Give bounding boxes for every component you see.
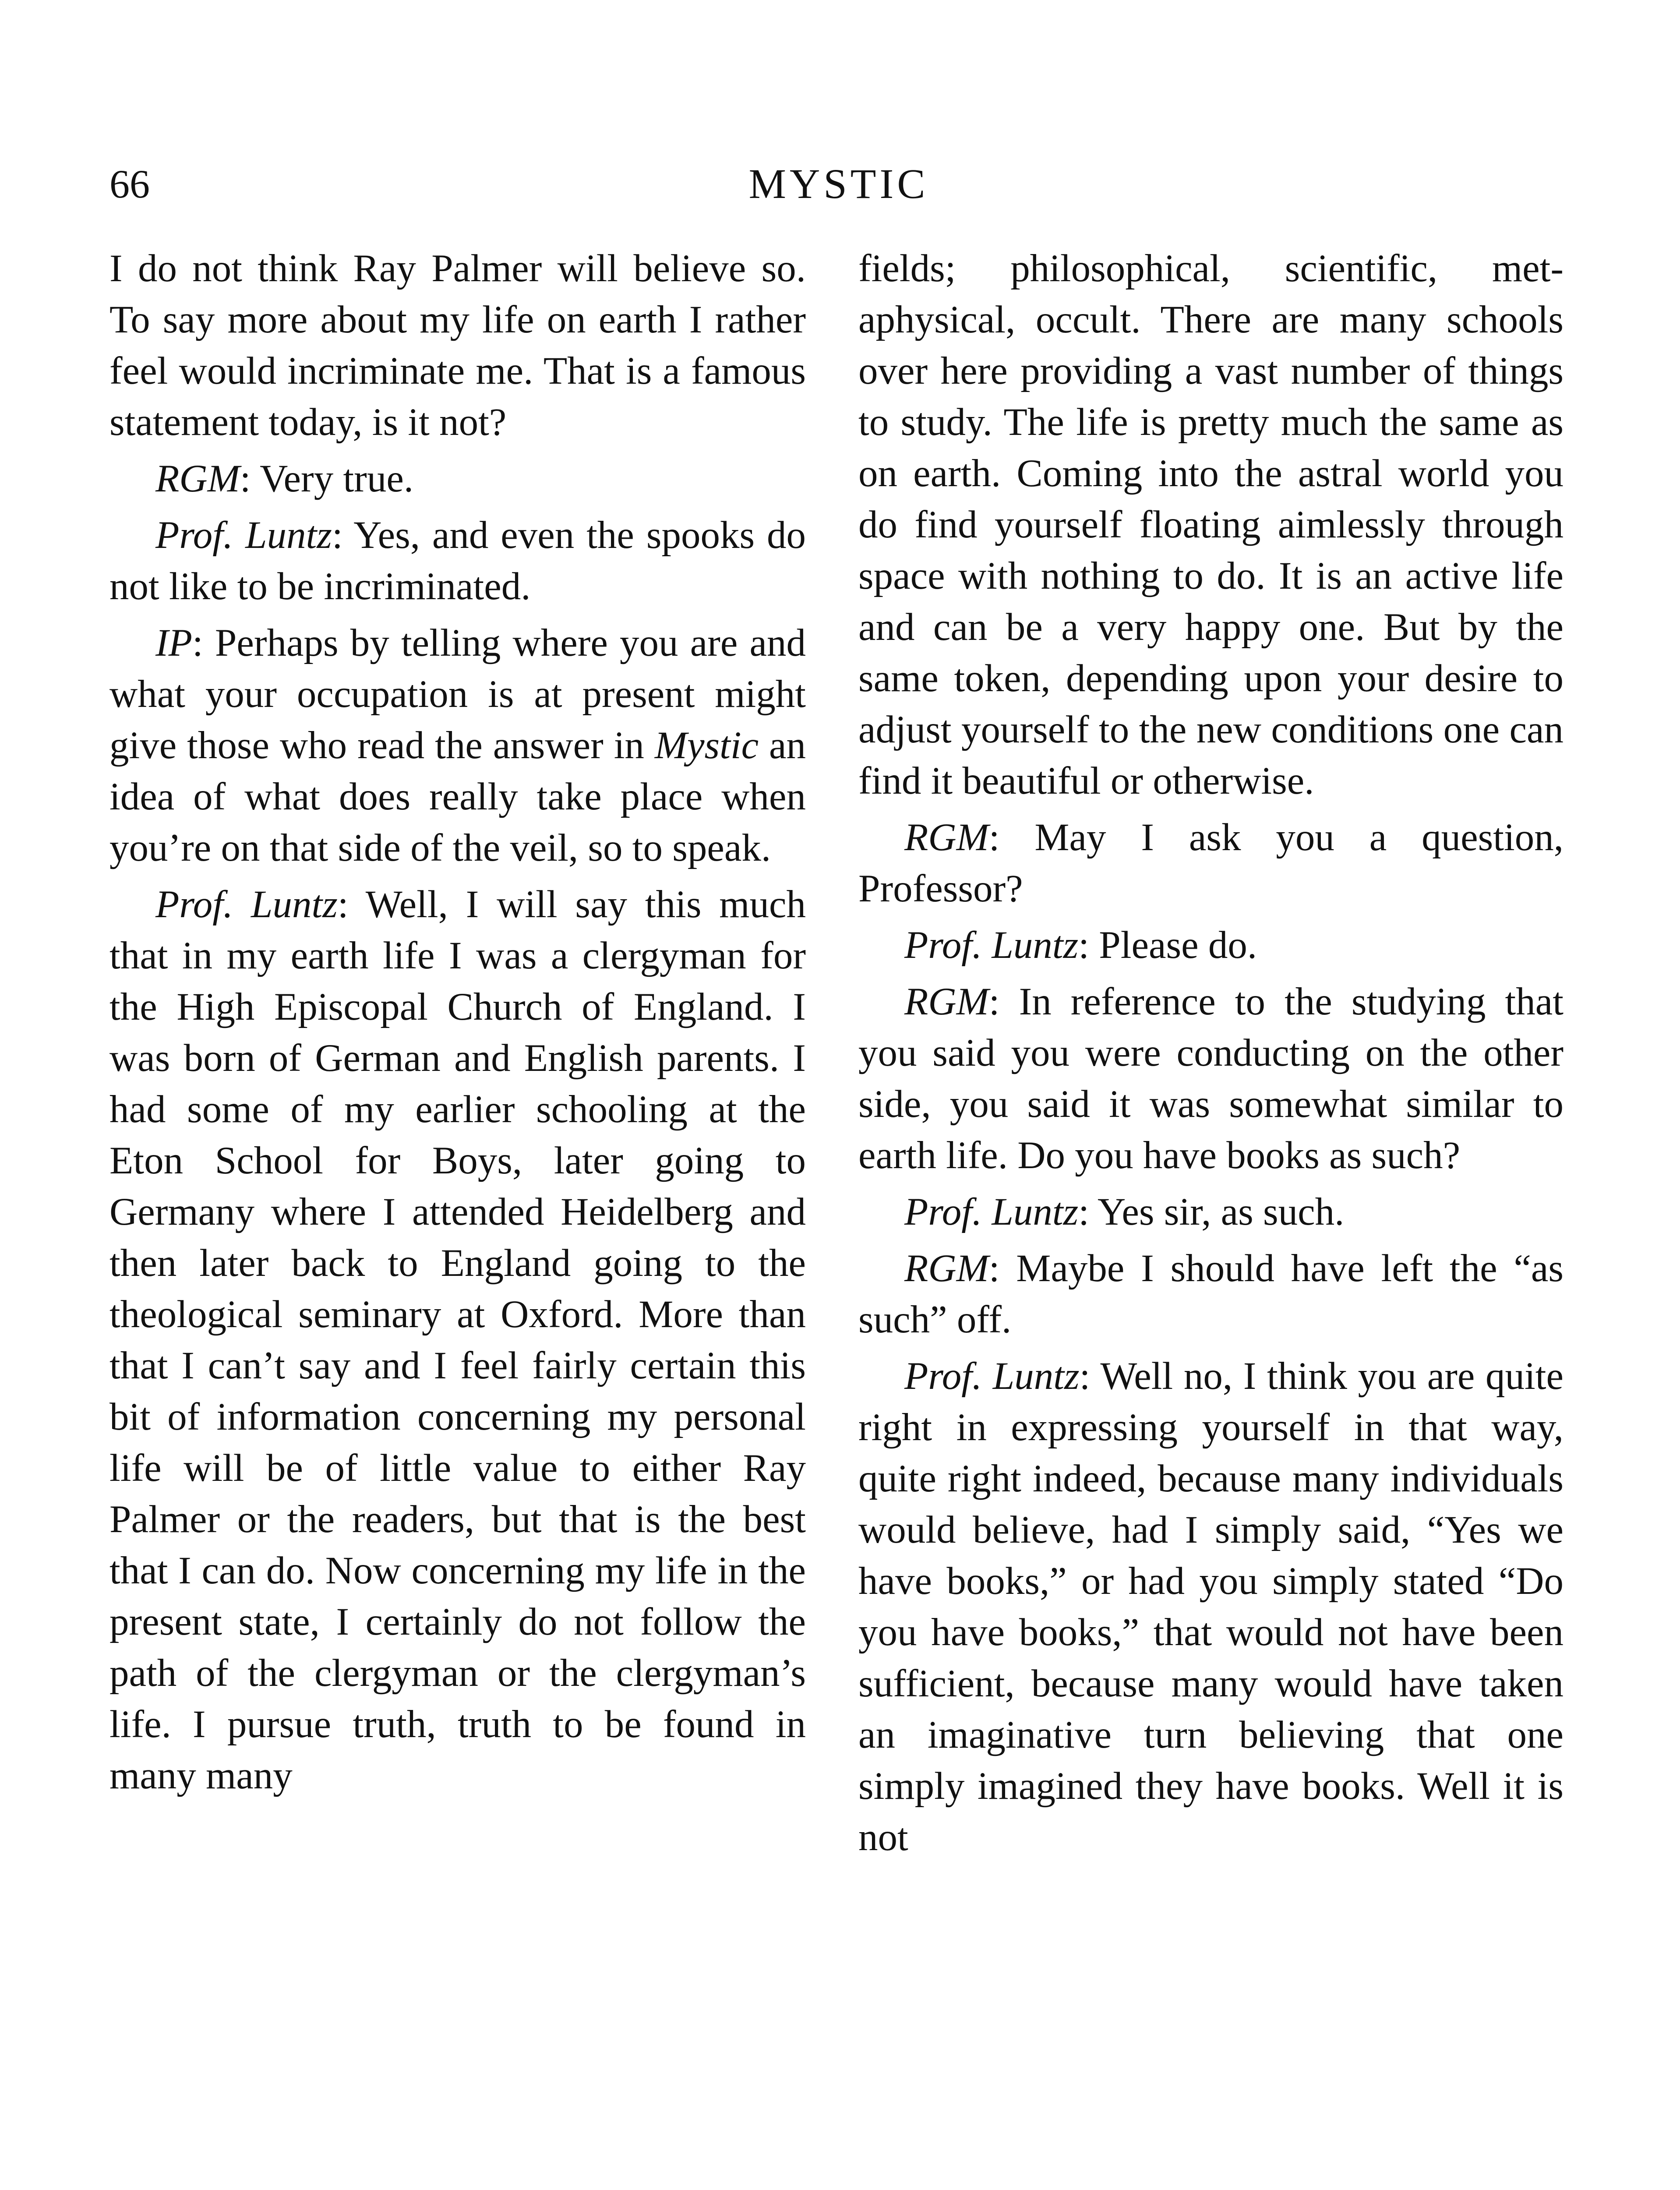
- paragraph-text: : Yes, and even the spooks do not like to be incriminated.: [109, 514, 806, 608]
- paragraph-text: I do not think Ray Palmer will believe so. To say more about my life on earth I rather feel would incriminate me. That is a famous statement today, is it not?: [109, 247, 806, 444]
- paragraph: [858, 1351, 1564, 1863]
- paragraph-text: : Yes sir, as such.: [1078, 1190, 1345, 1233]
- speaker-label: IP: [155, 622, 193, 664]
- speaker-label: Prof. Luntz: [904, 924, 1079, 967]
- speaker-label: Prof. Luntz: [155, 514, 332, 557]
- paragraph-text: : Maybe I should have left the “as such” off.: [858, 1247, 1564, 1341]
- speaker-label: Prof. Luntz: [904, 1190, 1079, 1233]
- speaker-label: RGM: [904, 816, 989, 859]
- paragraph: [858, 920, 1564, 971]
- running-head: MYSTIC: [748, 160, 929, 207]
- page-header: [109, 158, 1568, 219]
- paragraph-text: : Please do.: [1078, 924, 1257, 967]
- paragraph-text: : In reference to the studying that you said you were conducting on the other side, you said it was somewhat similar to earth life. Do you have books as such?: [858, 980, 1564, 1177]
- speaker-label: Prof. Luntz: [904, 1355, 1080, 1398]
- magazine-title: Mystic: [654, 724, 759, 767]
- paragraph-text: : Very true.: [240, 457, 414, 500]
- paragraph-text: : Perhaps by telling where you are and what your occupation is at present might give those who read the answer in: [109, 622, 806, 767]
- paragraph: [858, 976, 1564, 1181]
- page-number: 66: [109, 162, 150, 206]
- paragraph: [858, 812, 1564, 915]
- paragraph: [858, 243, 1564, 807]
- speaker-label: RGM: [904, 980, 989, 1023]
- paragraph-text: : May I ask you a question, Professor?: [858, 816, 1564, 910]
- speaker-label: RGM: [155, 457, 240, 500]
- speaker-label: RGM: [904, 1247, 989, 1290]
- paragraph: [109, 879, 806, 1801]
- paragraph-text: : Well no, I think you are quite right in expressing yourself in that way, quite right indeed, because many individuals would believe, had I simply said, “Yes we have books,” or had you simply stated “Do you have books,” that would not have been sufficient, because many would have taken an imaginative turn believing that one simply imagined they have books. Well it is not: [858, 1355, 1564, 1859]
- paragraph-text: fields; philosophical, scientific, metaphysical, occult. There are many schools over here providing a vast number of things to study. The life is pretty much the same as on earth. Coming into the astral world you do find yourself floating aimlessly through space with nothing to do. It is an active life and can be a very happy one. But by the same token, depending upon your desire to adjust yourself to the new conditions one can find it beautiful or otherwise.: [858, 247, 1564, 802]
- speaker-label: Prof. Luntz: [155, 883, 338, 926]
- paragraph: [858, 1243, 1564, 1346]
- paragraph-text: an idea of what does really take place when you’re on that side of the veil, so to speak.: [109, 724, 806, 869]
- paragraph: [109, 510, 806, 612]
- left-column: [109, 243, 806, 1807]
- paragraph: [109, 618, 806, 874]
- right-column: [858, 243, 1564, 1869]
- paragraph: [109, 453, 806, 505]
- paragraph: [109, 243, 806, 448]
- paragraph-text: : Well, I will say this much that in my earth life I was a clergyman for the High Episcopal Church of England. I was born of German and English parents. I had some of my earlier schooling at the Eton School for Boys, later going to Germany where I attended Heidelberg and then later back to England going to the theological seminary at Oxford. More than that I can’t say and I feel fairly certain this bit of information concerning my personal life will be of little value to either Ray Palmer or the readers, but that is the best that I can do. Now concerning my life in the present state, I certainly do not follow the path of the clergyman or the clergyman’s life. I pursue truth, truth to be found in many many: [109, 883, 806, 1797]
- paragraph: [858, 1187, 1564, 1238]
